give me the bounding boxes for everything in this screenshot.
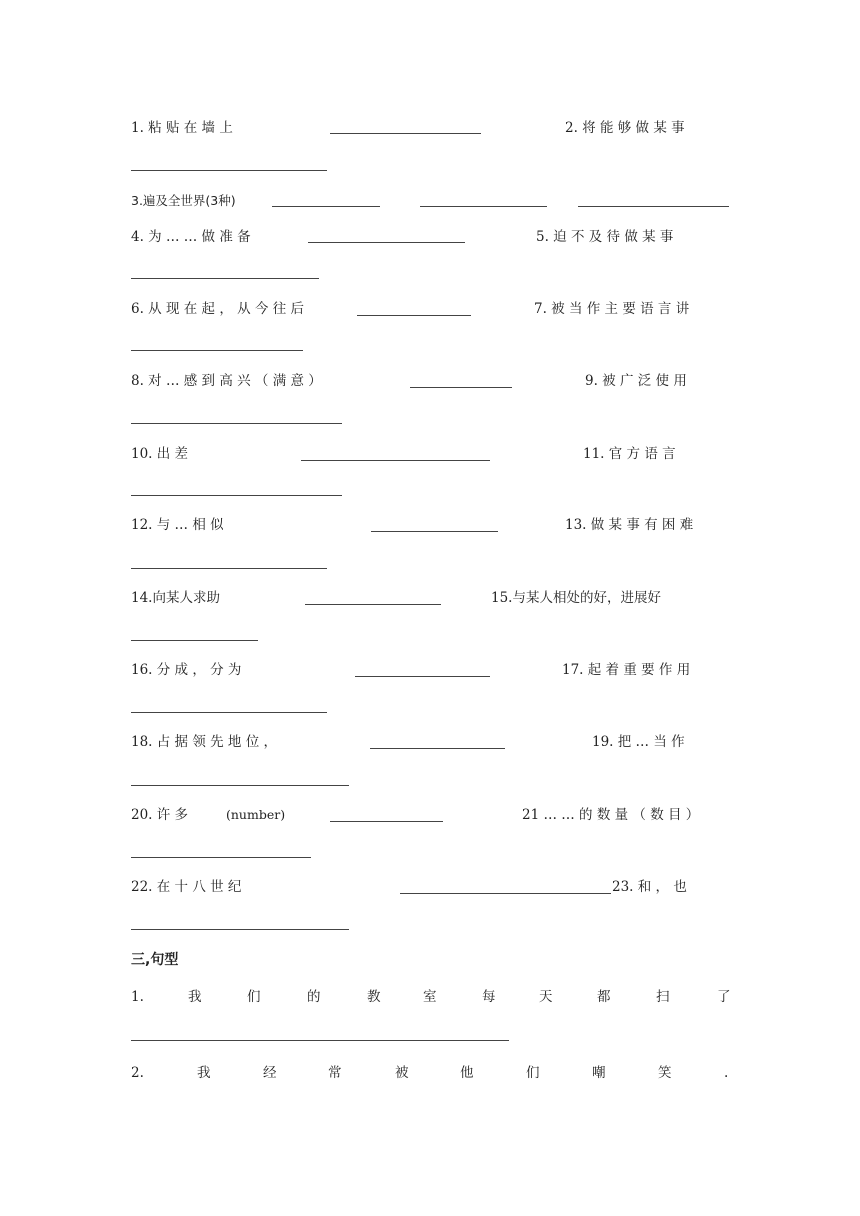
item-9-prompt: 9. 被 广 泛 使 用 bbox=[585, 373, 687, 389]
answer-blank-7[interactable] bbox=[131, 350, 303, 351]
sentence-2-char: 他 bbox=[460, 1065, 474, 1081]
answer-blank-12[interactable] bbox=[371, 531, 498, 532]
answer-blank-3a[interactable] bbox=[272, 206, 380, 207]
answer-blank-10[interactable] bbox=[301, 460, 490, 461]
answer-blank-22[interactable] bbox=[400, 893, 611, 894]
sentence-1-char: 室 bbox=[423, 989, 437, 1005]
item-4-prompt: 4. 为 … … 做 准 备 bbox=[131, 229, 251, 245]
item-18-prompt: 18. 占 据 领 先 地 位 ， bbox=[131, 734, 278, 750]
item-23-prompt: 23. 和 ， 也 bbox=[612, 879, 687, 895]
sentence-2-char: 嘲 bbox=[592, 1065, 606, 1081]
answer-blank-23[interactable] bbox=[131, 929, 349, 930]
item-8-prompt: 8. 对 … 感 到 高 兴 （ 满 意 ） bbox=[131, 373, 322, 389]
answer-blank-20[interactable] bbox=[330, 821, 443, 822]
sentence-2-char: 经 bbox=[263, 1065, 277, 1081]
sentence-1-char: 扫 bbox=[656, 989, 670, 1005]
sentence-2-char: 笑 bbox=[658, 1065, 672, 1081]
item-13-prompt: 13. 做 某 事 有 困 难 bbox=[565, 517, 694, 533]
sentence-1-char: 都 bbox=[597, 989, 611, 1005]
sentence-2-char: 们 bbox=[526, 1065, 540, 1081]
sentence-2-char: 常 bbox=[328, 1065, 342, 1081]
answer-blank-21[interactable] bbox=[131, 857, 311, 858]
item-20-prompt: 20. 许 多 bbox=[131, 807, 189, 823]
item-12-prompt: 12. 与 … 相 似 bbox=[131, 517, 224, 533]
item-20-note: (number) bbox=[226, 807, 286, 822]
sentence-1-char: 的 bbox=[307, 989, 321, 1005]
sentence-2-number: 2. bbox=[131, 1065, 144, 1081]
item-6-prompt: 6. 从 现 在 起 ， 从 今 往 后 bbox=[131, 301, 305, 317]
item-3-prompt: 3.遍及全世界(3种) bbox=[131, 193, 236, 208]
item-17-prompt: 17. 起 着 重 要 作 用 bbox=[562, 662, 691, 678]
item-1-prompt: 1. 粘 贴 在 墙 上 bbox=[131, 120, 233, 136]
sentence-1-answer-blank[interactable] bbox=[131, 1040, 509, 1041]
sentence-1-char: 教 bbox=[367, 989, 381, 1005]
answer-blank-1[interactable] bbox=[330, 133, 481, 134]
answer-blank-3c[interactable] bbox=[578, 206, 729, 207]
answer-blank-8[interactable] bbox=[410, 387, 512, 388]
answer-blank-4[interactable] bbox=[308, 242, 465, 243]
answer-blank-11[interactable] bbox=[131, 495, 342, 496]
item-14-prompt: 14.向某人求助 bbox=[131, 590, 220, 606]
item-7-prompt: 7. 被 当 作 主 要 语 言 讲 bbox=[534, 301, 690, 317]
answer-blank-14[interactable] bbox=[305, 604, 441, 605]
sentence-2-char: 我 bbox=[197, 1065, 211, 1081]
item-21-prompt: 21 … … 的 数 量 （ 数 目 ） bbox=[522, 807, 700, 823]
item-10-prompt: 10. 出 差 bbox=[131, 446, 189, 462]
item-2-prompt: 2. 将 能 够 做 某 事 bbox=[565, 120, 685, 136]
answer-blank-19[interactable] bbox=[131, 785, 349, 786]
sentence-1-number: 1. bbox=[131, 989, 144, 1005]
item-11-prompt: 11. 官 方 语 言 bbox=[583, 446, 676, 462]
sentence-1-char: 每 bbox=[482, 989, 496, 1005]
sentence-1-char: 们 bbox=[247, 989, 261, 1005]
answer-blank-15[interactable] bbox=[131, 640, 258, 641]
answer-blank-18[interactable] bbox=[370, 748, 505, 749]
section-heading: 三,句型 bbox=[131, 952, 179, 968]
item-15-prompt: 15.与某人相处的好，进展好 bbox=[491, 590, 661, 606]
answer-blank-3b[interactable] bbox=[420, 206, 547, 207]
sentence-2-char: . bbox=[724, 1065, 729, 1081]
answer-blank-6[interactable] bbox=[357, 315, 471, 316]
answer-blank-16[interactable] bbox=[355, 676, 490, 677]
item-22-prompt: 22. 在 十 八 世 纪 bbox=[131, 879, 242, 895]
answer-blank-2[interactable] bbox=[131, 170, 327, 171]
answer-blank-13[interactable] bbox=[131, 568, 327, 569]
sentence-2-char: 被 bbox=[395, 1065, 409, 1081]
item-5-prompt: 5. 迫 不 及 待 做 某 事 bbox=[536, 229, 674, 245]
sentence-1-char: 了 bbox=[717, 989, 731, 1005]
sentence-1-char: 我 bbox=[188, 989, 202, 1005]
item-19-prompt: 19. 把 … 当 作 bbox=[592, 734, 685, 750]
answer-blank-5[interactable] bbox=[131, 278, 319, 279]
answer-blank-9[interactable] bbox=[131, 423, 342, 424]
answer-blank-17[interactable] bbox=[131, 712, 327, 713]
item-16-prompt: 16. 分 成 ， 分 为 bbox=[131, 662, 242, 678]
sentence-1-char: 天 bbox=[539, 989, 553, 1005]
